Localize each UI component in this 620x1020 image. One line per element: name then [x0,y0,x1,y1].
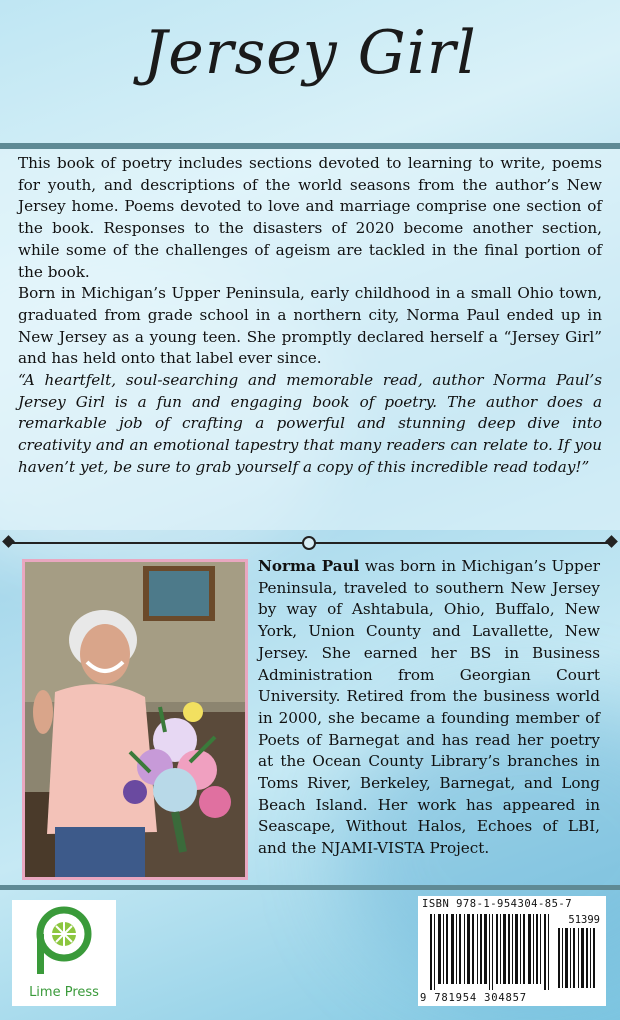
description-paragraph-1: This book of poetry includes sections devoted to learning to write, poems for youth, and descriptions of the world seasons from the author’s New Jersey home. Poems devoted to love and marriage comprise one section of the book. Responses to the disasters of 2020 become another section, while some of the challenges of ageism are tackled in the final portion of the book. [18,154,602,281]
author-bio-text: was born in Michigan’s Upper Peninsula, traveled to southern New Jersey by way of Ashtabula, Ohio, Buffalo, New York, Union County and Lavallette, New Jersey. She earned her BS in Business Administration from Georgian Court University. Retired from the business world in 2000, she became a founding member of Poets of Barnegat and has read her poetry at the Ocean County Library’s branches in Toms River, Berkeley, Barnegat, and Long Beach Island. Her work has appeared in Seascape, Without Halos, Echoes of LBI, and the NJAMI-VISTA Project. [258,557,600,858]
isbn-barcode [418,896,606,1006]
ean-number: 9 781954 304857 [420,992,527,1004]
author-photo [22,559,248,880]
ornamental-divider [0,536,620,550]
price-code: 51399 [568,914,600,926]
lime-press-logo-icon [12,900,116,978]
diamond-left-icon [2,535,15,548]
bottom-rule [0,885,620,890]
book-title: Jersey Girl [143,18,477,88]
circle-ornament-icon [302,536,316,550]
barcode-bars [422,914,602,990]
book-description [18,153,602,479]
author-name: Norma Paul [258,557,360,575]
isbn-number: ISBN 978-1-954304-85-7 [422,898,573,910]
author-photo-illustration [25,562,245,877]
author-bio [258,556,600,860]
publisher-name: Lime Press [29,985,99,1000]
diamond-right-icon [605,535,618,548]
review-quote: “A heartfelt, soul-searching and memorable read, author Norma Paul’s Jersey Girl is a fun and engaging book of poetry. The author does a remarkable job of crafting a powerful and stunning deep dive into creativity and an emotional tapestry that many readers can relate to. If you haven’t yet, be sure to grab yourself a copy of this incredible read today!” [18,371,602,476]
publisher-logo [12,900,116,1006]
description-paragraph-2: Born in Michigan’s Upper Peninsula, early childhood in a small Ohio town, graduated from grade school in a northern city, Norma Paul ended up in New Jersey as a young teen. She promptly declared herself a “Jersey Girl” and has held onto that label ever since. [18,284,602,368]
